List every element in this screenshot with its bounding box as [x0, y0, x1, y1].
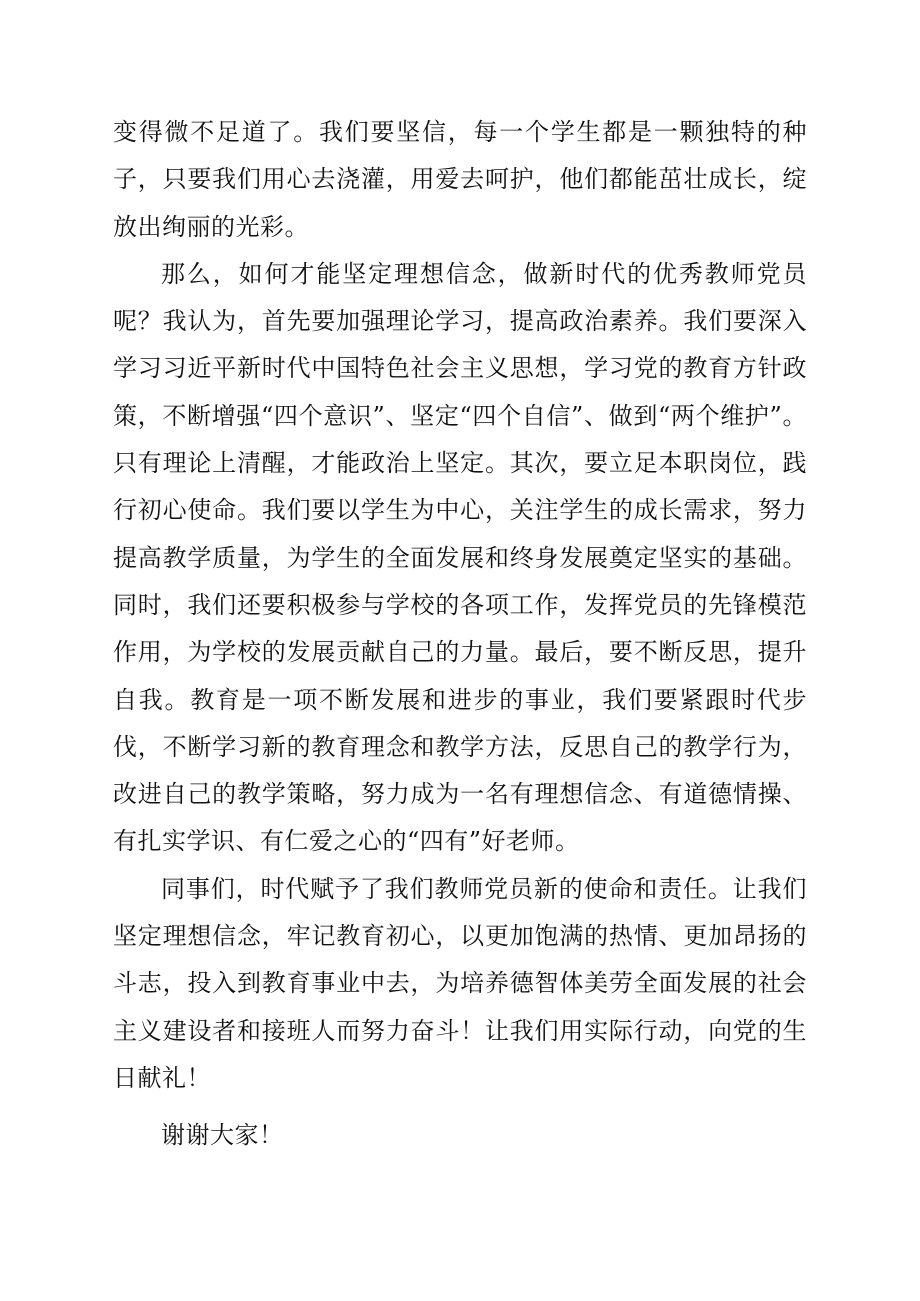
- document-body: [113, 109, 807, 1160]
- paragraph-continuation: 变得微不足道了。我们要坚信，每一个学生都是一颗独特的种子，只要我们用心去浇灌，用爱去呵护，他们都能茁壮成长，绽放出绚丽的光彩。: [113, 118, 807, 241]
- paragraph-ideals: 那么，如何才能坚定理想信念，做新时代的优秀教师党员呢？我认为，首先要加强理论学习，提高政治素养。我们要深入学习习近平新时代中国特色社会主义思想，学习党的教育方针政策，不断增强“四个意识”、坚定“四个自信”、做到“两个维护”。只有理论上清醒，才能政治上坚定。其次，要立足本职岗位，践行初心使命。我们要以学生为中心，关注学生的成长需求，努力提高教学质量，为学生的全面发展和终身发展奠定坚实的基础。同时，我们还要积极参与学校的各项工作，发挥党员的先锋模范作用，为学校的发展贡献自己的力量。最后，要不断反思，提升自我。教育是一项不断发展和进步的事业，我们要紧跟时代步伐，不断学习新的教育理念和教学方法，反思自己的教学行为，改进自己的教学策略，努力成为一名有理想信念、有道德情操、有扎实学识、有仁爱之心的“四有”好老师。: [113, 259, 807, 856]
- paragraph-call-to-action: 同事们，时代赋予了我们教师党员新的使命和责任。让我们坚定理想信念，牢记教育初心，以更加饱满的热情、更加昂扬的斗志，投入到教育事业中去，为培养德智体美劳全面发展的社会主义建设者和接班人而努力奋斗！让我们用实际行动，向党的生日献礼！: [113, 874, 807, 1092]
- paragraph-closing: 谢谢大家！: [161, 1121, 284, 1150]
